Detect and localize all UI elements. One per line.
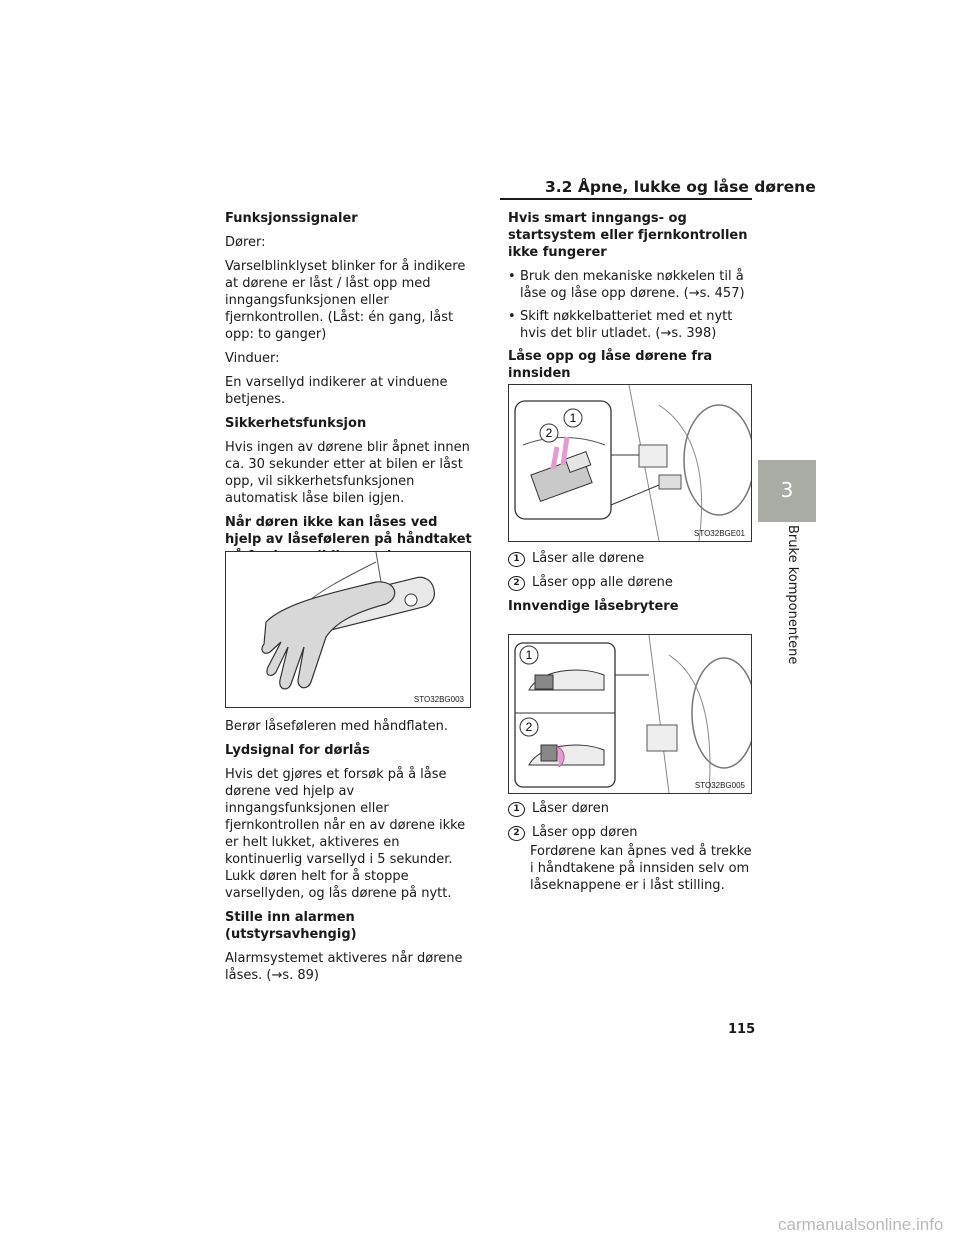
figure-code: STO32BGE01 (694, 529, 745, 538)
item-text: Låser døren (532, 801, 609, 816)
number-circle: 2 (508, 826, 525, 841)
chapter-label: Bruke komponentene (785, 525, 800, 665)
bullet-item: • Skift nøkkelbatteriet med et nytt hvis det blir utladet. (→s. 398) (508, 308, 756, 342)
right-column (508, 210, 756, 413)
number-circle: 1 (508, 552, 525, 567)
chapter-tab (758, 460, 816, 522)
number-circle: 1 (508, 802, 525, 817)
callout-1: 1 (569, 411, 577, 425)
item-text: Låser opp døren (532, 825, 638, 840)
callout-2: 2 (525, 720, 533, 734)
left-column (225, 210, 475, 589)
funksjon-title: Funksjonssignaler (225, 211, 358, 226)
numbered-item (508, 824, 756, 841)
bullet-item: • Bruk den mekaniske nøkkelen til å låse og låse opp dørene. (→s. 457) (508, 268, 756, 302)
numbered-item (508, 550, 756, 567)
alarm-title: Stille inn alarmen (utstyrsavhengig) (225, 910, 357, 942)
vinduer-text: En varsellyd indikerer at vinduene betjenes. (225, 375, 448, 407)
figure-inside-lock-buttons (508, 634, 752, 794)
dorer-text: Varselblinklyset blinker for å indikere at dørene er låst / låst opp med inngangsfunksjonen eller fjernkontrollen. (Låst: én gang, låst opp: to ganger) (225, 259, 466, 342)
smart-title: Hvis smart inngangs- og startsystem eller fjernkontrollen ikke fungerer (508, 211, 748, 260)
figure-door-handle (225, 551, 471, 708)
section-header: 3.2 Åpne, lukke og låse dørene (545, 178, 816, 196)
figure-code: STO32BG005 (694, 781, 745, 790)
lydsignal-text: Hvis det gjøres et forsøk på å låse dørene ved hjelp av inngangsfunksjonen eller fjernkontrollen når en av dørene ikke er helt lukket, aktiveres en kontinuerlig varsellyd i 5 sekunder. Lukk døren helt for å stoppe varsellyden, og lås dørene på nytt. (225, 767, 466, 901)
chapter-number: 3 (780, 478, 794, 502)
figure-door-lock-switches (508, 384, 752, 542)
right-column-mid (508, 550, 756, 622)
item-text: Låser opp alle dørene (532, 575, 673, 590)
item-subtext: Fordørene kan åpnes ved å trekke i håndtakene på innsiden selv om låseknappene er i låst stilling. (530, 844, 752, 893)
vinduer-label: Vinduer: (225, 351, 280, 366)
page-number: 115 (728, 1022, 756, 1037)
numbered-item (508, 800, 756, 817)
right-column-lower (508, 800, 756, 901)
header-rule (500, 198, 752, 200)
lydsignal-title: Lydsignal for dørlås (225, 743, 370, 758)
callout-2: 2 (545, 426, 553, 440)
sikkerhet-title: Sikkerhetsfunksjon (225, 416, 367, 431)
numbered-item (508, 574, 756, 591)
left-column-lower (225, 718, 475, 991)
number-circle: 2 (508, 576, 525, 591)
hand-handle-illustration (226, 552, 470, 707)
inside-lock-illustration (509, 635, 751, 793)
callout-1: 1 (525, 648, 533, 662)
alarm-text: Alarmsystemet aktiveres når dørene låses. (→s. 89) (225, 951, 463, 983)
sikkerhet-text: Hvis ingen av dørene blir åpnet innen ca. 30 sekunder etter at bilen er låst opp, vil sikkerhetsfunksjonen automatisk låse bilen igjen. (225, 440, 470, 506)
item-text: Låser alle dørene (532, 551, 645, 566)
dorer-label: Dører: (225, 235, 266, 250)
beror-text: Berør låseføleren med håndflaten. (225, 719, 448, 734)
lock-switch-illustration (509, 385, 751, 541)
laase-title: Låse opp og låse dørene fra innsiden (508, 349, 713, 381)
naar-title: Når døren ikke kan låses ved hjelp av låseføleren på håndtaket (225, 515, 472, 547)
watermark: carmanualsonline.info (778, 1215, 944, 1234)
innv-title: Innvendige låsebrytere (508, 599, 679, 614)
figure-code: STO32BG003 (413, 695, 464, 704)
